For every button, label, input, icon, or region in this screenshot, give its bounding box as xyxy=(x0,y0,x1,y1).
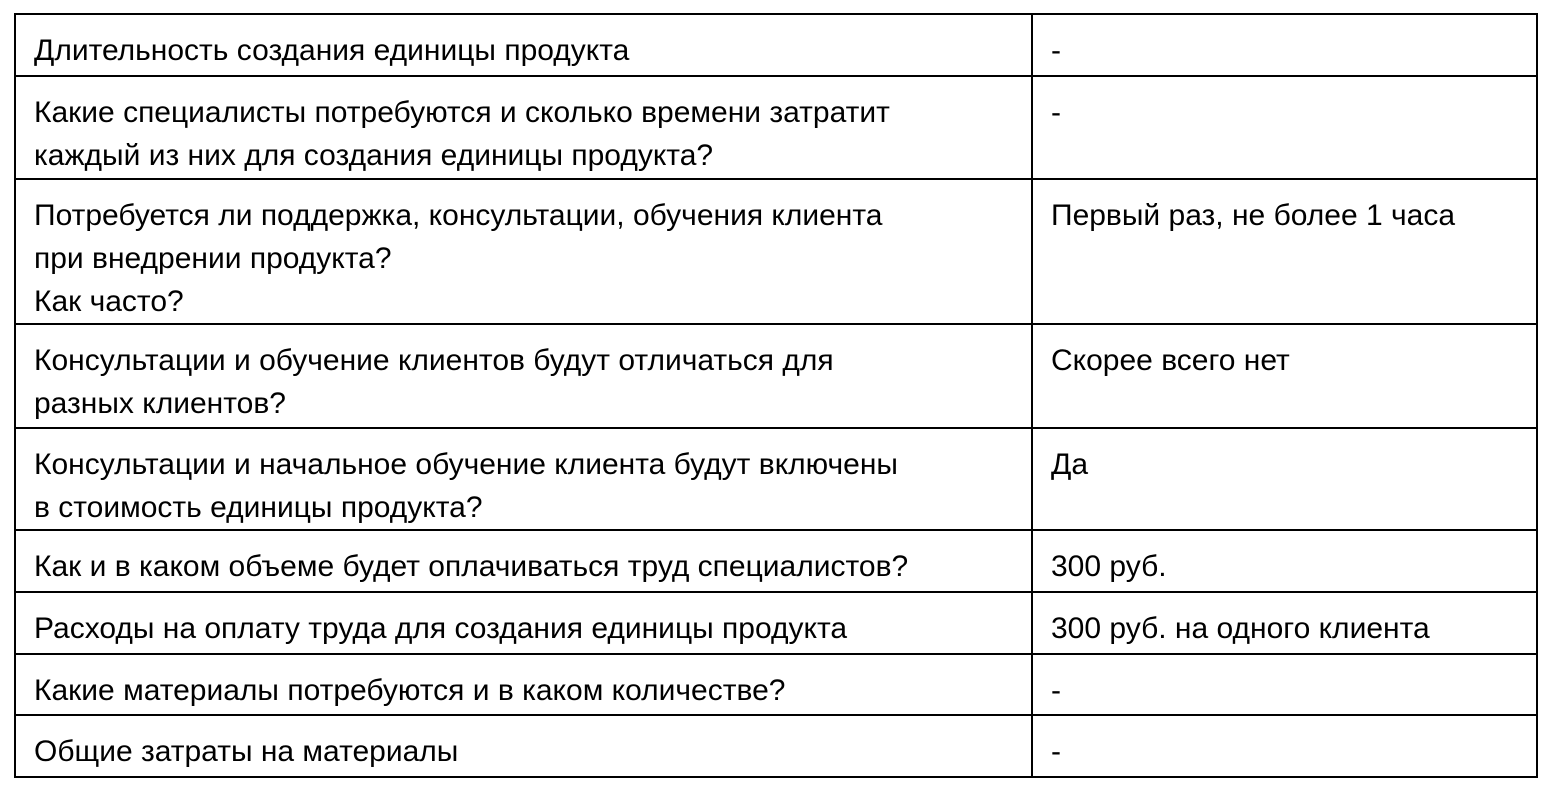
answer-cell xyxy=(1032,324,1537,428)
answer-cell xyxy=(1032,14,1537,76)
answer-text: - xyxy=(1051,674,1061,707)
question-cell xyxy=(15,428,1032,530)
answer-cell xyxy=(1032,428,1537,530)
question-text: в стоимость единицы продукта? xyxy=(34,491,483,524)
answer-text: Да xyxy=(1051,448,1089,481)
question-text: Как часто? xyxy=(34,285,184,318)
question-text: Расходы на оплату труда для создания единицы продукта xyxy=(34,612,848,645)
product-cost-table xyxy=(14,13,1538,778)
table-row xyxy=(15,428,1537,530)
question-cell xyxy=(15,76,1032,179)
answer-text: - xyxy=(1051,34,1061,67)
question-cell xyxy=(15,14,1032,76)
question-text: Консультации и обучение клиентов будут отличаться для xyxy=(34,344,834,377)
answer-cell xyxy=(1032,654,1537,715)
answer-cell xyxy=(1032,715,1537,777)
answer-text: - xyxy=(1051,96,1061,129)
table-row xyxy=(15,530,1537,592)
table-row xyxy=(15,14,1537,76)
answer-cell xyxy=(1032,76,1537,179)
table-row xyxy=(15,324,1537,428)
question-text: Общие затраты на материалы xyxy=(34,735,459,768)
question-cell xyxy=(15,592,1032,654)
question-cell xyxy=(15,179,1032,324)
question-text: Какие материалы потребуются и в каком количестве? xyxy=(34,674,786,707)
answer-cell xyxy=(1032,530,1537,592)
question-text: Потребуется ли поддержка, консультации, обучения клиента xyxy=(34,199,883,232)
question-text: Какие специалисты потребуются и сколько времени затратит xyxy=(34,96,890,129)
question-cell xyxy=(15,715,1032,777)
table-row xyxy=(15,715,1537,777)
question-text: разных клиентов? xyxy=(34,387,286,420)
question-cell xyxy=(15,654,1032,715)
table-row xyxy=(15,592,1537,654)
answer-text: 300 руб. xyxy=(1051,550,1167,583)
question-text: при внедрении продукта? xyxy=(34,242,392,275)
answer-text: 300 руб. на одного клиента xyxy=(1051,612,1430,645)
question-text: Длительность создания единицы продукта xyxy=(34,34,630,67)
answer-text: - xyxy=(1051,735,1061,768)
question-text: каждый из них для создания единицы продукта? xyxy=(34,139,714,172)
question-cell xyxy=(15,324,1032,428)
table-row xyxy=(15,76,1537,179)
table-row xyxy=(15,179,1537,324)
answer-cell xyxy=(1032,592,1537,654)
question-text: Консультации и начальное обучение клиента будут включены xyxy=(34,448,898,481)
table-row xyxy=(15,654,1537,715)
question-cell xyxy=(15,530,1032,592)
answer-text: Скорее всего нет xyxy=(1051,344,1290,377)
question-text: Как и в каком объеме будет оплачиваться труд специалистов? xyxy=(34,550,909,583)
answer-cell xyxy=(1032,179,1537,324)
answer-text: Первый раз, не более 1 часа xyxy=(1051,199,1456,232)
